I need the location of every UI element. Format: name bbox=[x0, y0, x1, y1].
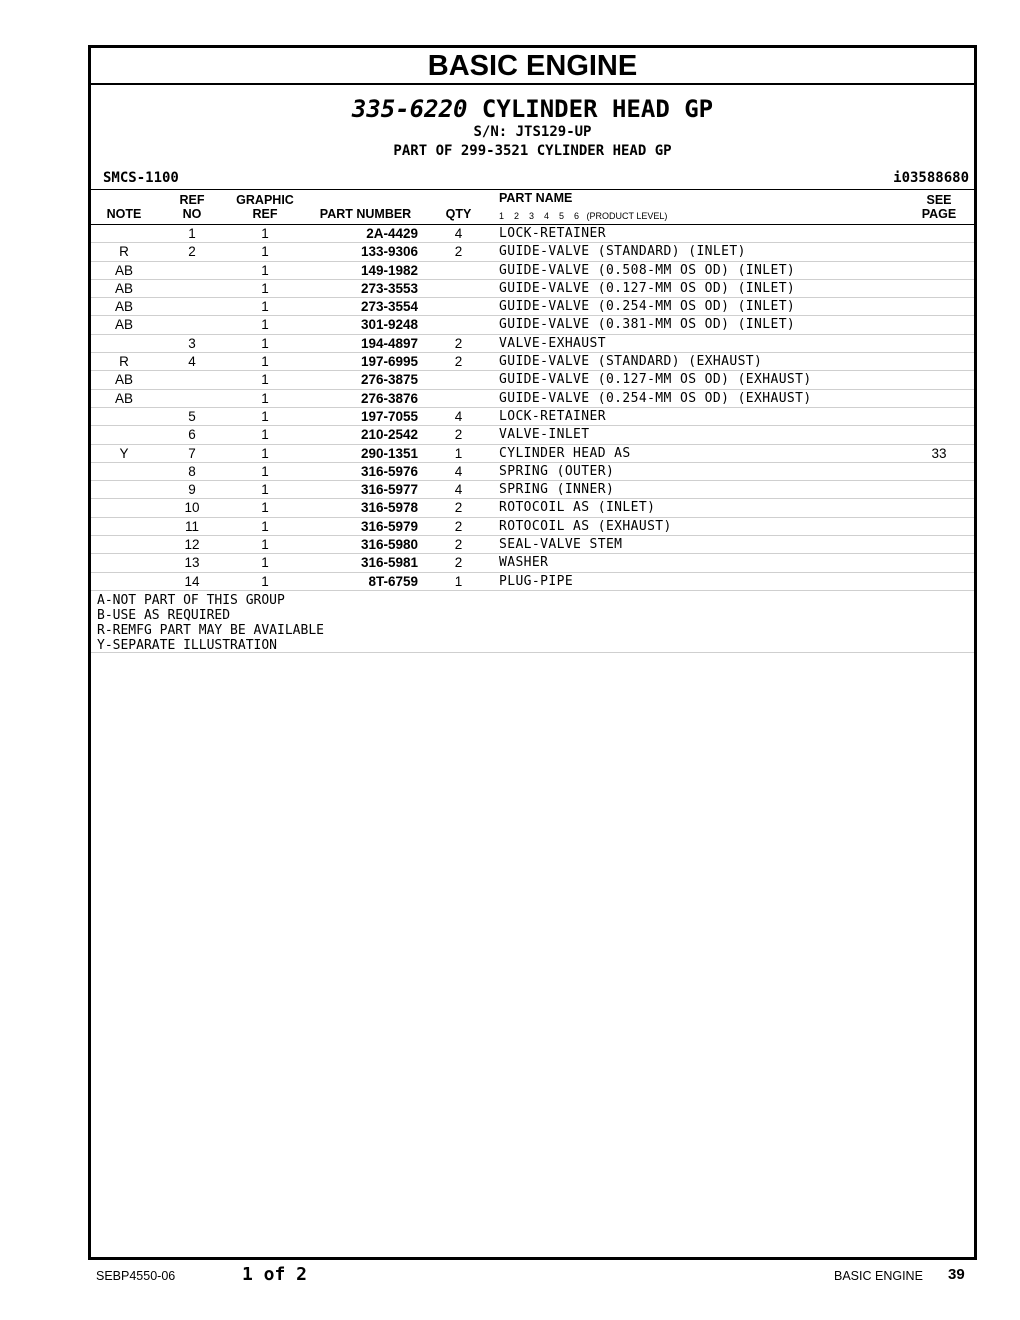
table-row bbox=[91, 280, 974, 298]
graphic-ref-cell: 1 bbox=[261, 354, 269, 370]
col-header-part-name: PART NAME bbox=[499, 191, 573, 205]
part-name-cell: GUIDE-VALVE (0.254-MM OS OD) (EXHAUST) bbox=[499, 390, 812, 406]
smcs-code: SMCS-1100 bbox=[103, 170, 179, 186]
part-name-cell: GUIDE-VALVE (0.127-MM OS OD) (INLET) bbox=[499, 280, 796, 296]
qty-cell: 2 bbox=[454, 555, 463, 571]
ref-no-cell: 10 bbox=[184, 500, 200, 516]
header-divider bbox=[91, 189, 974, 190]
graphic-ref-cell: 1 bbox=[261, 427, 269, 443]
part-number-cell: 273-3553 bbox=[360, 280, 418, 296]
col-header-part-number: PART NUMBER bbox=[319, 207, 412, 221]
part-number-cell: 210-2542 bbox=[360, 427, 418, 443]
note-cell: AB bbox=[114, 299, 133, 315]
part-name-cell: VALVE-EXHAUST bbox=[499, 335, 606, 351]
graphic-ref-cell: 1 bbox=[261, 335, 269, 351]
col-header-see-page: SEE PAGE bbox=[921, 193, 957, 221]
part-number-cell: 276-3875 bbox=[360, 372, 418, 388]
group-page-count: 1 of 2 bbox=[242, 1264, 308, 1285]
note-cell: AB bbox=[114, 317, 133, 333]
ref-no-cell: 13 bbox=[184, 555, 200, 571]
legend-item: A-NOT PART OF THIS GROUP bbox=[97, 592, 285, 608]
part-number-cell: 316-5981 bbox=[360, 555, 418, 571]
note-cell: Y bbox=[119, 445, 129, 461]
table-row bbox=[91, 408, 974, 426]
table-row bbox=[91, 518, 974, 536]
table-row bbox=[91, 390, 974, 408]
part-number-cell: 273-3554 bbox=[360, 299, 418, 315]
parts-table bbox=[91, 225, 974, 591]
table-row bbox=[91, 225, 974, 243]
ref-no-cell: 3 bbox=[188, 335, 196, 351]
ref-no-cell: 9 bbox=[188, 482, 196, 498]
legend-item: B-USE AS REQUIRED bbox=[97, 607, 231, 623]
note-cell: R bbox=[119, 354, 129, 370]
part-name-cell: CYLINDER HEAD AS bbox=[499, 445, 631, 461]
part-name-cell: SPRING (INNER) bbox=[499, 482, 615, 498]
group-name: CYLINDER HEAD GP bbox=[481, 95, 714, 123]
graphic-ref-cell: 1 bbox=[261, 500, 269, 516]
section-banner: BASIC ENGINE bbox=[91, 48, 974, 85]
qty-cell: 2 bbox=[454, 354, 463, 370]
qty-cell: 4 bbox=[454, 226, 463, 241]
part-name-cell: SEAL-VALVE STEM bbox=[499, 537, 623, 553]
part-number-cell: 149-1982 bbox=[360, 262, 418, 278]
part-number-cell: 316-5980 bbox=[360, 537, 418, 553]
col-header-ref-no: REF NO bbox=[179, 193, 205, 221]
page-number: 39 bbox=[948, 1266, 965, 1283]
group-header bbox=[91, 85, 974, 225]
qty-cell: 4 bbox=[454, 408, 463, 424]
qty-cell: 4 bbox=[454, 482, 463, 498]
part-number-cell: 316-5976 bbox=[360, 463, 418, 479]
note-cell: AB bbox=[114, 280, 133, 296]
graphic-ref-cell: 1 bbox=[261, 537, 269, 553]
product-level-scale: 1 2 3 4 5 6 (PRODUCT LEVEL) bbox=[499, 211, 668, 221]
table-row bbox=[91, 573, 974, 591]
graphic-ref-cell: 1 bbox=[261, 573, 269, 589]
ref-no-cell: 4 bbox=[188, 354, 196, 370]
qty-cell: 1 bbox=[454, 573, 463, 589]
table-row bbox=[91, 371, 974, 389]
part-name-cell: GUIDE-VALVE (0.127-MM OS OD) (EXHAUST) bbox=[499, 372, 812, 388]
part-number-cell: 316-5977 bbox=[360, 482, 418, 498]
note-legend bbox=[91, 591, 974, 653]
table-row bbox=[91, 426, 974, 444]
ref-no-cell: 12 bbox=[184, 537, 200, 553]
table-row bbox=[91, 463, 974, 481]
part-number-cell: 197-7055 bbox=[360, 408, 418, 424]
illustration-id: i03588680 bbox=[893, 170, 969, 186]
legend-item: Y-SEPARATE ILLUSTRATION bbox=[97, 637, 278, 653]
document-id: SEBP4550-06 bbox=[96, 1269, 176, 1283]
part-number-cell: 316-5978 bbox=[360, 500, 418, 516]
qty-cell: 2 bbox=[454, 244, 463, 260]
page-frame bbox=[88, 45, 977, 1260]
graphic-ref-cell: 1 bbox=[261, 463, 269, 479]
part-number-cell: 133-9306 bbox=[360, 244, 418, 260]
graphic-ref-cell: 1 bbox=[261, 408, 269, 424]
part-number-cell: 2A-4429 bbox=[366, 226, 418, 241]
serial-range: S/N: JTS129-UP bbox=[473, 124, 592, 140]
graphic-ref-cell: 1 bbox=[261, 317, 269, 333]
graphic-ref-cell: 1 bbox=[261, 262, 269, 278]
ref-no-cell: 14 bbox=[184, 573, 200, 589]
part-name-cell: WASHER bbox=[499, 555, 549, 571]
part-number-cell: 316-5979 bbox=[360, 518, 418, 534]
part-number-cell: 276-3876 bbox=[360, 390, 418, 406]
part-name-cell: VALVE-INLET bbox=[499, 427, 590, 443]
table-row bbox=[91, 262, 974, 280]
qty-cell: 2 bbox=[454, 518, 463, 534]
table-row bbox=[91, 481, 974, 499]
part-name-cell: GUIDE-VALVE (STANDARD) (EXHAUST) bbox=[499, 354, 763, 370]
table-row bbox=[91, 554, 974, 572]
note-cell: AB bbox=[114, 372, 133, 388]
part-name-cell: ROTOCOIL AS (INLET) bbox=[499, 500, 656, 516]
group-title bbox=[91, 95, 974, 123]
part-number-cell: 290-1351 bbox=[360, 445, 418, 461]
part-name-cell: GUIDE-VALVE (STANDARD) (INLET) bbox=[499, 244, 746, 260]
ref-no-cell: 8 bbox=[188, 463, 196, 479]
graphic-ref-cell: 1 bbox=[261, 244, 269, 260]
col-header-graphic-ref: GRAPHIC REF bbox=[236, 193, 294, 221]
ref-no-cell: 1 bbox=[188, 226, 196, 241]
qty-cell: 1 bbox=[454, 445, 463, 461]
part-of-line: PART OF 299-3521 CYLINDER HEAD GP bbox=[393, 143, 672, 159]
graphic-ref-cell: 1 bbox=[261, 445, 269, 461]
footer-section: BASIC ENGINE bbox=[834, 1269, 923, 1283]
part-number-cell: 194-4897 bbox=[360, 335, 418, 351]
graphic-ref-cell: 1 bbox=[261, 518, 269, 534]
qty-cell: 2 bbox=[454, 537, 463, 553]
qty-cell: 2 bbox=[454, 335, 463, 351]
qty-cell: 2 bbox=[454, 427, 463, 443]
table-row bbox=[91, 298, 974, 316]
ref-no-cell: 6 bbox=[188, 427, 196, 443]
legend-item: R-REMFG PART MAY BE AVAILABLE bbox=[97, 622, 324, 638]
col-header-qty: QTY bbox=[445, 207, 472, 221]
part-name-cell: GUIDE-VALVE (0.254-MM OS OD) (INLET) bbox=[499, 299, 796, 315]
table-row bbox=[91, 499, 974, 517]
note-cell: AB bbox=[114, 262, 133, 278]
note-cell: AB bbox=[114, 390, 133, 406]
table-row bbox=[91, 353, 974, 371]
qty-cell: 4 bbox=[454, 463, 463, 479]
part-name-cell: ROTOCOIL AS (EXHAUST) bbox=[499, 518, 672, 534]
note-cell: R bbox=[119, 244, 129, 260]
part-name-cell: PLUG-PIPE bbox=[499, 573, 574, 589]
graphic-ref-cell: 1 bbox=[261, 390, 269, 406]
graphic-ref-cell: 1 bbox=[261, 482, 269, 498]
table-row bbox=[91, 243, 974, 261]
part-number-cell: 301-9248 bbox=[360, 317, 418, 333]
part-name-cell: SPRING (OUTER) bbox=[499, 463, 615, 479]
part-name-cell: GUIDE-VALVE (0.508-MM OS OD) (INLET) bbox=[499, 262, 796, 278]
part-number-cell: 8T-6759 bbox=[368, 573, 418, 589]
part-number-cell: 197-6995 bbox=[360, 354, 418, 370]
graphic-ref-cell: 1 bbox=[261, 372, 269, 388]
ref-no-cell: 2 bbox=[188, 244, 196, 260]
graphic-ref-cell: 1 bbox=[261, 299, 269, 315]
qty-cell: 2 bbox=[454, 500, 463, 516]
table-row bbox=[91, 536, 974, 554]
part-name-cell: LOCK-RETAINER bbox=[499, 408, 606, 424]
table-row bbox=[91, 335, 974, 353]
graphic-ref-cell: 1 bbox=[261, 280, 269, 296]
part-name-cell: GUIDE-VALVE (0.381-MM OS OD) (INLET) bbox=[499, 317, 796, 333]
part-name-cell: LOCK-RETAINER bbox=[499, 226, 606, 241]
ref-no-cell: 7 bbox=[188, 445, 196, 461]
page-footer bbox=[0, 1263, 1020, 1287]
ref-no-cell: 5 bbox=[188, 408, 196, 424]
graphic-ref-cell: 1 bbox=[261, 226, 269, 241]
graphic-ref-cell: 1 bbox=[261, 555, 269, 571]
table-row bbox=[91, 445, 974, 463]
table-row bbox=[91, 316, 974, 334]
ref-no-cell: 11 bbox=[184, 518, 199, 534]
col-header-note: NOTE bbox=[106, 207, 142, 221]
group-number: 335-6220 bbox=[351, 95, 468, 123]
see-page-cell: 33 bbox=[931, 445, 947, 461]
